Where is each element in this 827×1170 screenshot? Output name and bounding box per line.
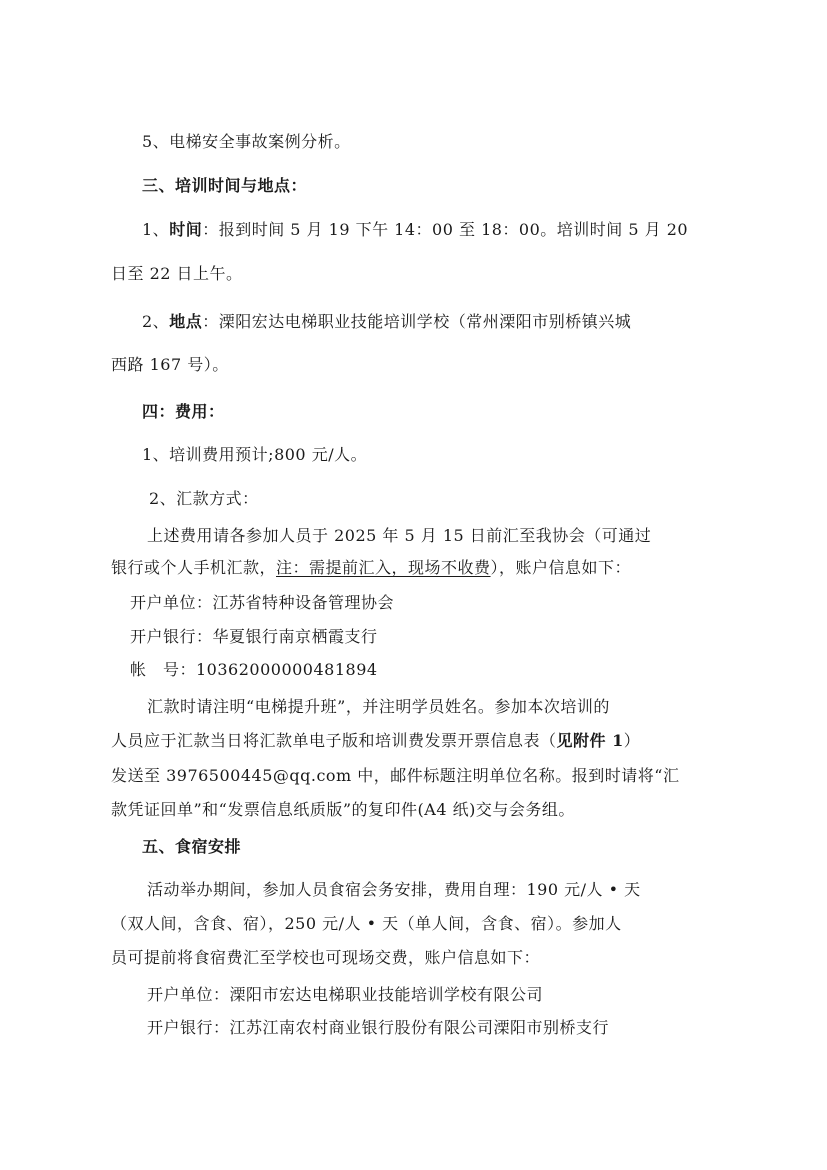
board-paragraph-line-3: 员可提前将食宿费汇至学校也可现场交费，账户信息如下： — [111, 948, 541, 967]
remit-text-b: ），账户信息如下： — [490, 558, 632, 577]
board-paragraph-line-2: （双人间，含食、宿），250 元/人 • 天（单人间，含食、宿）。参加人 — [111, 914, 622, 933]
remit-note-text-a: 人员应于汇款当日将汇款单电子版和培训费发票开票信息表（ — [111, 731, 557, 750]
place-line-2: 西路 167 号）。 — [111, 355, 229, 374]
remit-note-line-4: 款凭证回单”和“发票信息纸质版”的复印件(A4 纸)交与会务组。 — [111, 800, 575, 819]
fee-item-1: 1、培训费用预计;800 元/人。 — [142, 445, 368, 464]
time-number: 1、 — [142, 220, 170, 239]
time-label: 时间 — [169, 220, 203, 239]
place-number: 2、 — [142, 312, 170, 331]
attachment-ref: 见附件 1 — [556, 731, 624, 750]
place-line-1 — [142, 312, 631, 332]
remit-note-line-2 — [111, 731, 640, 751]
remit-paragraph-line-2 — [111, 558, 631, 578]
place-label: 地点 — [169, 312, 203, 331]
remit-text-a: 银行或个人手机汇款， — [111, 558, 277, 577]
remit-note-line-3: 发送至 3976500445@qq.com 中，邮件标题注明单位名称。报到时请将“汇 — [111, 766, 680, 785]
remit-note-text-b: ） — [623, 731, 641, 750]
remit-paragraph-line-1: 上述费用请各参加人员于 2025 年 5 月 15 日前汇至我协会（可通过 — [147, 526, 652, 545]
fee-item-2: 2、汇款方式： — [149, 489, 259, 508]
account2-unit: 开户单位：溧阳市宏达电梯职业技能培训学校有限公司 — [147, 985, 544, 1004]
account2-bank: 开户银行：江苏江南农村商业银行股份有限公司溧阳市别桥支行 — [147, 1018, 610, 1037]
time-line-2: 日至 22 日上午。 — [111, 264, 243, 283]
section-heading-4: 四：费用： — [142, 402, 225, 421]
account1-bank: 开户银行：华夏银行南京栖霞支行 — [130, 627, 378, 646]
time-text: ：报到时间 5 月 19 下午 14：00 至 18：00。培训时间 5 月 20 — [202, 220, 689, 239]
account1-number: 帐 号：10362000000481894 — [130, 660, 378, 679]
account1-unit: 开户单位：江苏省特种设备管理协会 — [130, 593, 395, 612]
place-text: ：溧阳宏达电梯职业技能培训学校（常州溧阳市别桥镇兴城 — [202, 312, 632, 331]
remit-note: 注：需提前汇入，现场不收费 — [276, 558, 491, 577]
item-5: 5、电梯安全事故案例分析。 — [142, 132, 351, 151]
time-line-1 — [142, 220, 688, 240]
board-paragraph-line-1: 活动举办期间，参加人员食宿会务安排，费用自理：190 元/人 • 天 — [147, 880, 641, 899]
section-heading-3: 三、培训时间与地点： — [142, 176, 308, 195]
remit-note-line-1: 汇款时请注明“电梯提升班”，并注明学员姓名。参加本次培训的 — [147, 697, 610, 716]
section-heading-5: 五、食宿安排 — [142, 837, 242, 856]
